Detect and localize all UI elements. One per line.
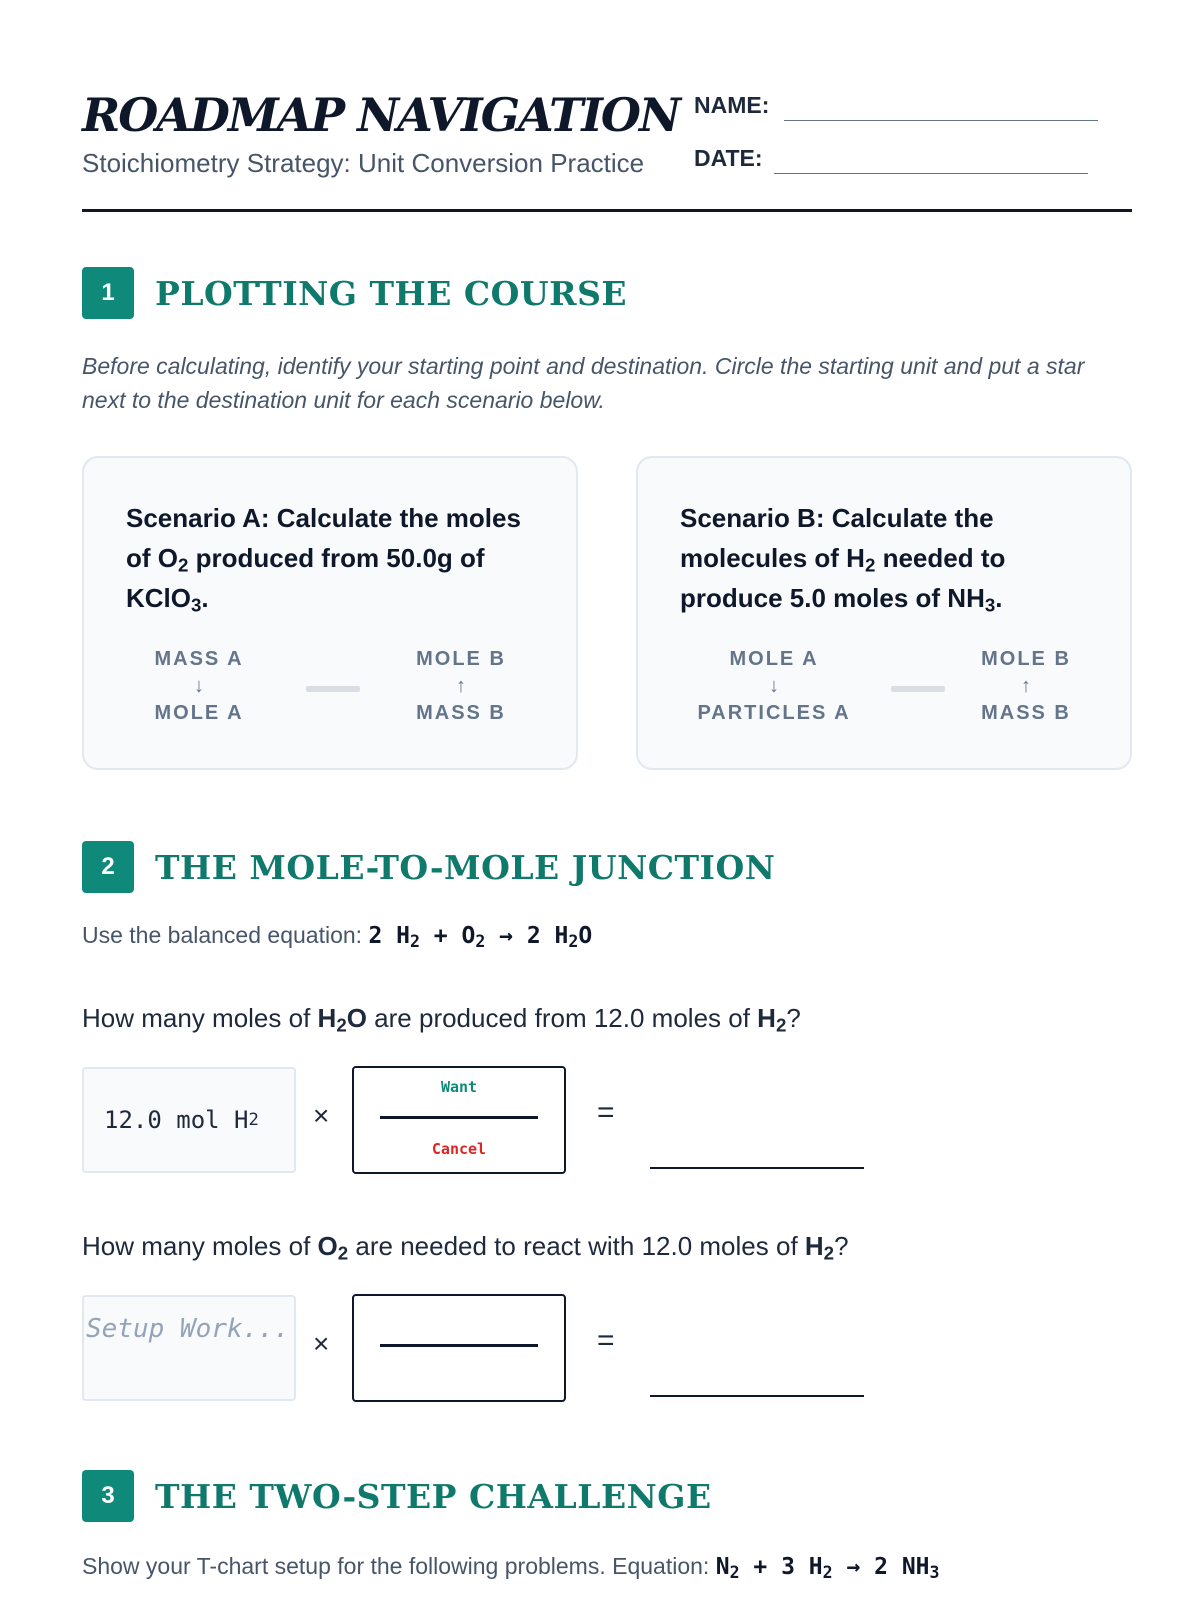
page-title: ROADMAP NAVIGATION [82,88,680,142]
unit-label[interactable]: MOLE B [981,648,1071,670]
name-field[interactable] [784,120,1098,121]
arrow-up-icon: ↑ [456,675,466,697]
cancel-label: Cancel [431,1140,487,1158]
date-field[interactable] [774,173,1088,174]
q1-answer-line[interactable] [650,1167,864,1169]
section-3-intro: Show your T-chart setup for the following problems. Equation: $N_2 + 3$ $H_2 \to 2$ $NH_3$ [82,1553,940,1583]
connector-dash [306,686,360,692]
scenario-b-card [636,456,1132,770]
section-2-title: THE MOLE-TO-MOLE JUNCTION [155,848,776,887]
unit-label[interactable]: MASS A [154,648,244,670]
q2-conversion-factor[interactable] [352,1294,566,1402]
unit-label[interactable]: MOLE A [729,648,819,670]
multiply-sign: × [313,1100,330,1131]
q1-conversion-factor[interactable] [352,1066,566,1174]
arrow-down-icon: ↓ [194,675,204,697]
connector-dash [891,686,945,692]
want-label: Want [440,1078,478,1096]
scenario-b-end-units[interactable] [946,646,1106,727]
q1-given-box: 12.0 mol H 2 [82,1067,296,1173]
arrow-up-icon: ↑ [1021,675,1031,697]
multiply-sign: × [313,1328,330,1359]
fraction-bar [380,1116,538,1119]
question-1: How many moles of $H_2O$ are produced from 12.0 moles of $H_2$? [82,1003,801,1036]
scenario-a-text: Scenario A: Calculate the moles of $O_2$ produced from 50.0g of KClO$_3$. [126,503,521,616]
unit-label[interactable]: PARTICLES A [697,702,851,724]
unit-label[interactable]: MASS B [416,702,506,724]
name-label: NAME: [694,92,770,118]
balanced-equation: Use the balanced equation: 2 $H_2 + O_2 \to 2$ $H_2O$ [82,922,593,952]
section-2-number: 2 [82,841,134,893]
scenario-a-end-units[interactable] [381,646,541,727]
equals-sign: = [597,1096,615,1129]
section-3-number: 3 [82,1470,134,1522]
q2-answer-line[interactable] [650,1395,864,1397]
section-1-title: PLOTTING THE COURSE [155,274,628,313]
section-1-intro: Before calculating, identify your starting point and destination. Circle the starting unit and put a star next to the destination unit for each scenario below. [82,353,1085,413]
worksheet-header [82,80,1132,212]
page-subtitle: Stoichiometry Strategy: Unit Conversion Practice [82,148,645,178]
question-2: How many moles of $O_2$ are needed to react with 12.0 moles of $H_2$? [82,1231,849,1264]
date-label: DATE: [694,145,763,171]
arrow-down-icon: ↓ [769,675,779,697]
scenario-b-start-units[interactable] [674,646,874,727]
section-3-title: THE TWO-STEP CHALLENGE [155,1477,712,1516]
unit-label[interactable]: MOLE B [416,648,506,670]
scenario-a-start-units[interactable] [119,646,279,727]
unit-label[interactable]: MASS B [981,702,1071,724]
section-1-number: 1 [82,267,134,319]
q2-setup-input[interactable]: Setup Work... [82,1295,296,1401]
fraction-bar [380,1344,538,1347]
unit-label[interactable]: MOLE A [154,702,244,724]
scenario-b-text: Scenario B: Calculate the molecules of $H_2$ needed to produce 5.0 moles of $NH_3$. [680,503,1006,616]
scenario-a-card [82,456,578,770]
equals-sign: = [597,1324,615,1357]
